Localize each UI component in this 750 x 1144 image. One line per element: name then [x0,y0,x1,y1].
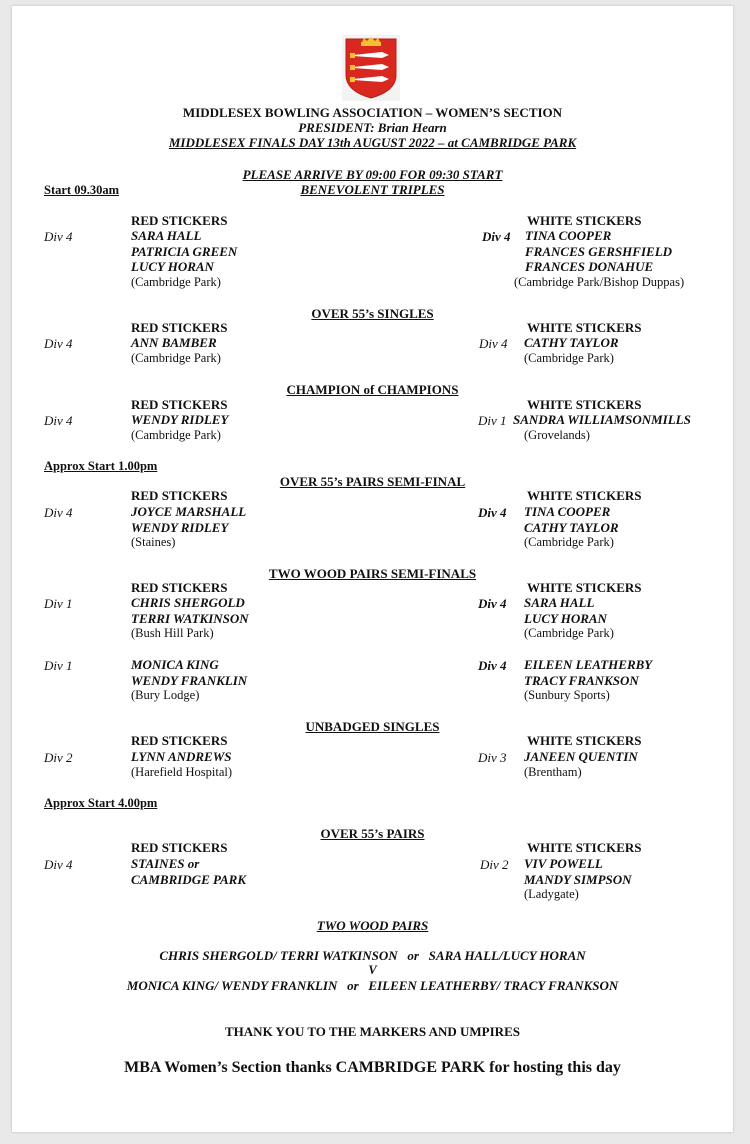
red-stickers-label: RED STICKERS [131,320,228,335]
thanks-markers: THANK YOU TO THE MARKERS AND UMPIRES [225,1024,520,1039]
section-title-unbadged: UNBADGED SINGLES [305,719,440,734]
club-name: (Cambridge Park) [524,535,614,549]
player-name: JOYCE MARSHALL [131,504,247,519]
player-name: SARA HALL [524,595,595,610]
club-name: (Cambridge Park) [131,274,221,289]
red-stickers-label: RED STICKERS [131,733,228,748]
white-team-names [513,412,691,443]
player-name: CHRIS SHERGOLD [131,595,245,610]
white-team-names [524,749,638,780]
president-line: PRESIDENT: Brian Hearn [298,120,447,135]
white-stickers-label: WHITE STICKERS [527,488,642,503]
red-team-names [131,749,232,780]
white-division: Div 1 [478,413,507,428]
section-title-over55-pairs-semi: OVER 55’s PAIRS SEMI-FINAL [279,474,466,489]
red-team-names [131,335,221,366]
start-time-100: Approx Start 1.00pm [44,459,158,473]
middlesex-crest-icon [342,35,400,101]
finals-day-line: MIDDLESEX FINALS DAY 13th AUGUST 2022 – at CAMBRIDGE PARK [168,135,577,150]
player-name: ANN BAMBER [131,335,217,350]
red-division: Div 4 [44,413,73,428]
red-stickers-label: RED STICKERS [131,397,228,412]
section-title-over55-pairs: OVER 55’s PAIRS [320,826,425,841]
club-name: (Cambridge Park) [131,427,221,442]
club-name: (Ladygate) [524,887,579,901]
start-time-400: Approx Start 4.00pm [44,796,158,810]
red-stickers-label: RED STICKERS [131,488,228,503]
white-division: Div 4 [478,596,507,611]
club-name: (Brentham) [524,764,582,779]
player-name: LYNN ANDREWS [131,749,232,764]
white-division: Div 4 [482,229,511,244]
player-name: FRANCES GERSHFIELD [525,243,673,259]
versus-label: V [368,963,377,977]
red-team-names [131,657,247,704]
player-name: EILEEN LEATHERBY [524,657,653,672]
club-name: (Staines) [131,535,176,549]
section-title-benevolent: BENEVOLENT TRIPLES [300,182,445,197]
white-division: Div 4 [478,658,507,673]
red-stickers-label: RED STICKERS [131,580,228,595]
red-division: Div 1 [44,658,73,673]
white-division: Div 2 [480,857,509,872]
white-team-names [524,595,614,642]
red-division: Div 1 [44,596,73,611]
white-stickers-label: WHITE STICKERS [527,840,642,855]
red-division: Div 4 [44,336,73,351]
white-team-names [524,335,619,366]
white-team-names [524,657,652,704]
red-stickers-label: RED STICKERS [131,840,228,855]
player-name: SANDRA WILLIAMSONMILLS [513,412,691,427]
start-time-930: Start 09.30am [44,183,119,197]
red-team-names [131,412,228,443]
club-name: (Cambridge Park) [131,350,221,365]
two-wood-final-line-1: CHRIS SHERGOLD/ TERRI WATKINSON or SARA HALL/LUCY HORAN [159,948,586,963]
player-name: WENDY RIDLEY [131,412,229,427]
player-name: MONICA KING [131,657,219,672]
player-name: VIV POWELL [524,856,603,871]
red-team-names [131,595,249,642]
white-division: Div 3 [478,750,507,765]
white-stickers-label: WHITE STICKERS [527,213,642,228]
player-name: LUCY HORAN [524,610,607,626]
white-stickers-label: WHITE STICKERS [527,320,642,335]
player-name: WENDY RIDLEY [131,519,229,535]
association-title: MIDDLESEX BOWLING ASSOCIATION – WOMEN’S SECTION [182,105,563,120]
player-name: CAMBRIDGE PARK [131,871,246,887]
player-name: CATHY TAYLOR [524,519,619,535]
player-name: JANEEN QUENTIN [524,749,638,764]
section-title-champion: CHAMPION of CHAMPIONS [286,382,459,397]
red-team-names [131,228,237,290]
white-stickers-label: WHITE STICKERS [527,733,642,748]
player-name: PATRICIA GREEN [131,243,238,259]
player-name: MANDY SIMPSON [524,871,632,887]
red-stickers-label: RED STICKERS [131,213,228,228]
white-stickers-label: WHITE STICKERS [527,580,642,595]
white-stickers-label: WHITE STICKERS [527,397,642,412]
club-name: (Harefield Hospital) [131,764,233,779]
club-name: (Cambridge Park) [524,626,614,640]
white-team-names [524,856,632,903]
player-name: TINA COOPER [524,504,611,519]
red-division: Div 4 [44,505,73,520]
club-name: (Grovelands) [524,427,590,442]
document-page [12,6,733,1132]
section-title-over55-singles: OVER 55’s SINGLES [311,306,434,321]
arrival-notice: PLEASE ARRIVE BY 09:00 FOR 09:30 START [242,167,503,182]
red-team-names [131,856,246,887]
section-title-two-wood-final: TWO WOOD PAIRS [316,918,429,933]
club-name: (Sunbury Sports) [524,688,610,702]
club-name: (Bury Lodge) [131,688,200,702]
white-team-names [524,504,619,551]
player-name: TINA COOPER [525,228,612,243]
section-title-two-wood-semi: TWO WOOD PAIRS SEMI-FINALS [268,566,477,581]
club-name: (Bush Hill Park) [131,626,214,640]
player-name: LUCY HORAN [131,259,214,274]
player-name: FRANCES DONAHUE [525,259,654,274]
club-name: (Cambridge Park) [524,350,614,365]
white-team-names [514,228,685,290]
white-division: Div 4 [478,505,507,520]
red-division: Div 4 [44,857,73,872]
player-name: TRACY FRANKSON [524,672,639,688]
red-team-names [131,504,246,551]
player-name: WENDY FRANKLIN [131,672,248,688]
hosting-thanks: MBA Women’s Section thanks CAMBRIDGE PARK for hosting this day [124,1059,621,1076]
player-name: SARA HALL [131,228,202,243]
red-division: Div 4 [44,229,73,244]
club-name: (Cambridge Park/Bishop Duppas) [514,274,685,289]
player-name: TERRI WATKINSON [131,610,249,626]
red-division: Div 2 [44,750,73,765]
white-division: Div 4 [479,336,508,351]
player-name: STAINES or [131,856,200,871]
two-wood-final-line-2: MONICA KING/ WENDY FRANKLIN or EILEEN LEATHERBY/ TRACY FRANKSON [126,978,619,993]
player-name: CATHY TAYLOR [524,335,619,350]
